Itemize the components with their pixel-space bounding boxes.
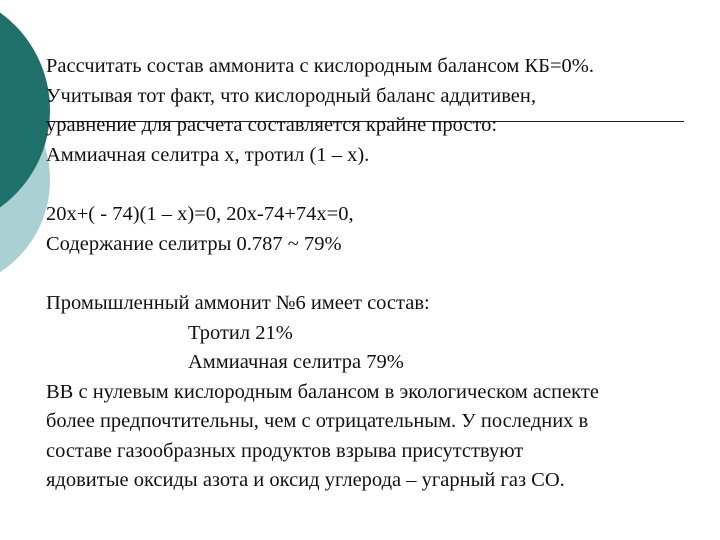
text-line: составе газообразных продуктов взрыва присутствуют [46,439,524,462]
composition-heading: Промышленный аммонит №6 имеет состав: [46,292,430,314]
spacer [46,170,706,200]
composition-item: Аммиачная селитра 79% [188,351,404,373]
text-line: более предпочтительны, чем с отрицательным. У последних в [46,410,589,432]
equation-line: 20х+( - 74)(1 – х)=0, 20х-74+74х=0, [46,203,354,225]
text-line: Учитывая тот факт, что кислородный баланс аддитивен, [46,84,536,107]
text-line: ядовитые оксиды азота и оксид углерода – угарный газ СО. [46,469,565,491]
result-line: Содержание селитры 0.787 ~ 79% [46,232,342,255]
task-line: Рассчитать состав аммонита с кислородным балансом КБ=0%. [46,55,594,77]
text-line: уравнение для расчета составляется крайне просто: [46,114,498,136]
text-line: Аммиачная селитра х, тротил (1 – х). [46,143,370,166]
text-line: ВВ с нулевым кислородным балансом в экологическом аспекте [46,380,599,403]
composition-item: Тротил 21% [188,321,293,344]
slide-text [46,52,706,496]
spacer [46,259,706,289]
